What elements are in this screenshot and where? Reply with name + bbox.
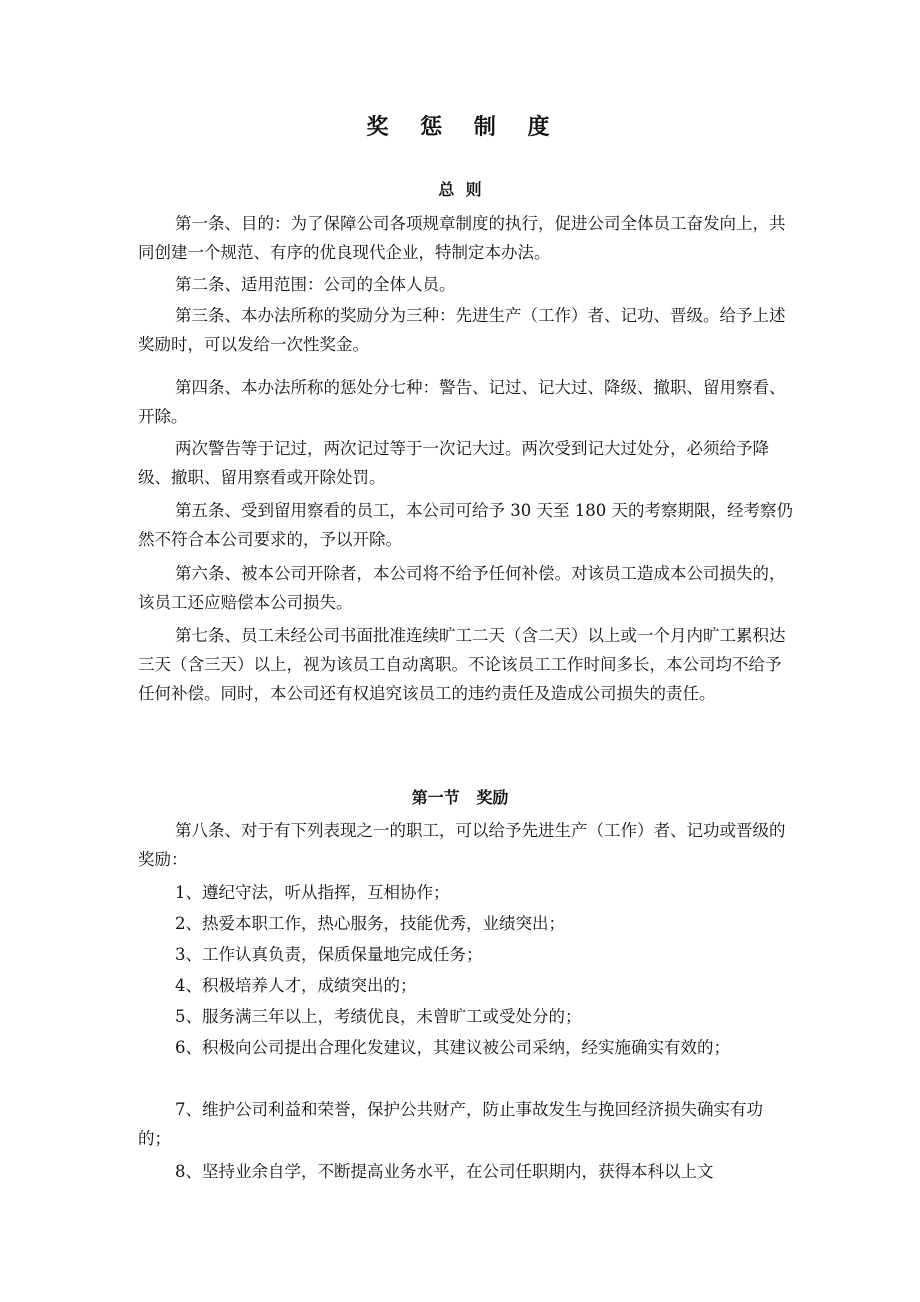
article-1: 第一条、目的：为了保障公司各项规章制度的执行，促进公司全体员工奋发向上，共同创建一个规范、有序的优良现代企业，特制定本办法。 [138,214,786,262]
article-4: 第四条、本办法所称的惩处分七种：警告、记过、记大过、降级、撤职、留用察看、开除。 [138,378,786,426]
article-4-note: 两次警告等于记过，两次记过等于一次记大过。两次受到记大过处分，必须给予降级、撤职、留用察看或开除处罚。 [138,439,769,487]
reward-item-1: 1、遵纪守法，听从指挥，互相协作； [175,883,450,902]
reward-item-3: 3、工作认真负责，保质保量地完成任务； [175,945,483,964]
reward-item-5: 5、服务满三年以上，考绩优良，未曾旷工或受处分的； [175,1007,582,1026]
article-5: 第五条、受到留用察看的员工，本公司可给予 30 天至 180 天的考察期限，经考察仍然不符合本公司要求的，予以开除。 [138,501,793,549]
reward-item-4: 4、积极培养人才，成绩突出的； [175,976,417,995]
article-7: 第七条、员工未经公司书面批准连续旷工二天（含二天）以上或一个月内旷工累积达三天（含三天）以上，视为该员工自动离职。不论该员工工作时间多长，本公司均不给予任何补偿。同时，本公司还有权追究该员工的违约责任及造成公司损失的责任。 [138,626,786,703]
reward-item-7: 7、维护公司利益和荣誉，保护公共财产，防止事故发生与挽回经济损失确实有功的； [138,1100,763,1148]
article-6: 第六条、被本公司开除者，本公司将不给予任何补偿。对该员工造成本公司损失的，该员工还应赔偿本公司损失。 [138,564,786,612]
document-title: 奖 惩 制 度 [366,115,562,140]
section-1-heading: 第一节 奖励 [411,788,509,807]
general-provisions-heading: 总 则 [438,180,482,199]
article-8: 第八条、对于有下列表现之一的职工，可以给予先进生产（工作）者、记功或晋级的奖励： [138,821,786,869]
article-3: 第三条、本办法所称的奖励分为三种：先进生产（工作）者、记功、晋级。给予上述奖励时，可以发给一次性奖金。 [138,306,786,354]
article-2: 第二条、适用范围：公司的全体人员。 [175,275,456,294]
reward-item-8: 8、坚持业余自学，不断提高业务水平，在公司任职期内，获得本科以上文 [175,1162,714,1181]
reward-item-6: 6、积极向公司提出合理化发建议，其建议被公司采纳，经实施确实有效的； [175,1038,730,1057]
reward-item-2: 2、热爱本职工作，热心服务，技能优秀，业绩突出； [175,914,565,933]
